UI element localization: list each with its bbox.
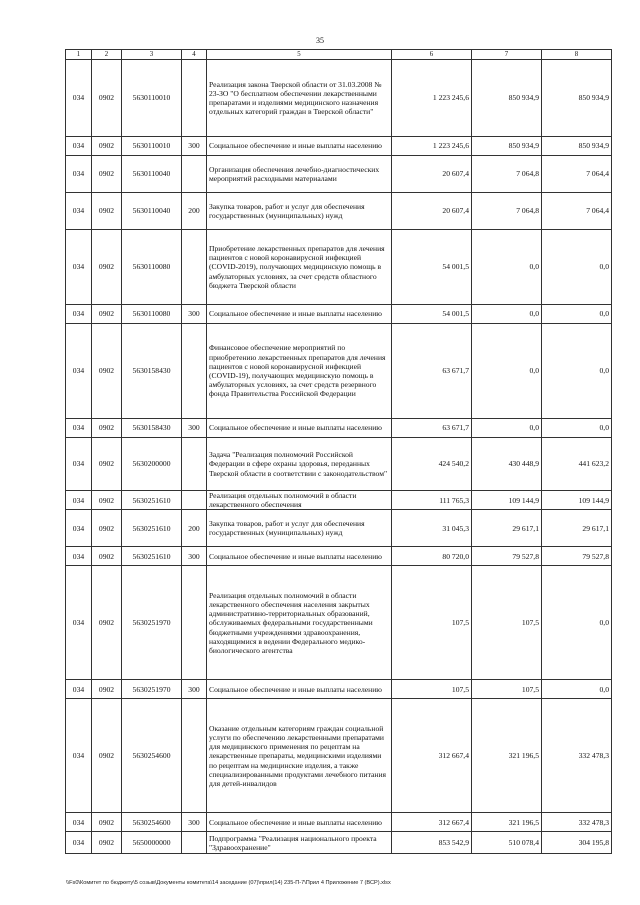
row-section-code: 0902 bbox=[92, 813, 122, 832]
row-amount-year-3: 79 527,8 bbox=[542, 547, 612, 566]
row-name: Реализация закона Тверской области от 31.03.2008 № 23-ЗО "О бесплатном обеспечении лекарственными препаратами и изделиями медицинского назначения отдельных категорий граждан в Тверской области" bbox=[207, 60, 392, 137]
row-department-code: 034 bbox=[66, 419, 92, 438]
table-row bbox=[66, 491, 612, 510]
row-name: Закупка товаров, работ и услуг для обеспечения государственных (муниципальных) нужд bbox=[207, 510, 392, 547]
table-row bbox=[66, 832, 612, 854]
row-target-article: 5630251970 bbox=[122, 680, 182, 699]
table-row bbox=[66, 813, 612, 832]
row-name: Финансовое обеспечение мероприятий по приобретению лекарственных препаратов для лечения пациентов с новой коронавирусной инфекцией (COVID-19), получающих медицинскую помощь в амбулаторных условиях, за счет средств резервного фонда Правительства Российской Федерации bbox=[207, 324, 392, 419]
file-path-footer: \\Fs0\Комитет по бюджету\5 созыв\Документы комитета\14 заседание (07)\прил(14) 235-П-7\Прил 4 Приложение 7 (ВСР).xlsx bbox=[66, 880, 391, 886]
row-expense-type: 300 bbox=[182, 305, 207, 324]
row-section-code: 0902 bbox=[92, 156, 122, 193]
row-expense-type bbox=[182, 60, 207, 137]
row-target-article: 5630110010 bbox=[122, 137, 182, 156]
row-department-code: 034 bbox=[66, 438, 92, 491]
row-amount-year-1: 63 671,7 bbox=[392, 324, 472, 419]
row-amount-year-3: 29 617,1 bbox=[542, 510, 612, 547]
row-amount-year-1: 853 542,9 bbox=[392, 832, 472, 854]
row-expense-type bbox=[182, 156, 207, 193]
row-name: Реализация отдельных полномочий в области лекарственного обеспечения населения закрытых административно-территориальных образований, обслуживаемых федеральными государственными бюджетными учреждениями здравоохранения, находящимися в ведении Федерального медико-биологического агентства bbox=[207, 566, 392, 680]
header-row bbox=[66, 50, 612, 60]
table-row bbox=[66, 547, 612, 566]
row-amount-year-1: 312 667,4 bbox=[392, 813, 472, 832]
row-amount-year-2: 107,5 bbox=[472, 566, 542, 680]
row-name: Организация обеспечения лечебно-диагностических мероприятий расходными материалами bbox=[207, 156, 392, 193]
row-name: Подпрограмма "Реализация национального проекта "Здравоохранение" bbox=[207, 832, 392, 854]
row-section-code: 0902 bbox=[92, 510, 122, 547]
row-amount-year-1: 424 540,2 bbox=[392, 438, 472, 491]
row-name: Приобретение лекарственных препаратов для лечения пациентов с новой коронавирусной инфекцией (COVID-2019), получающих медицинскую помощь в амбулаторных условиях, за счет средств областного бюджета Тверской области bbox=[207, 230, 392, 305]
row-amount-year-3: 7 064,4 bbox=[542, 156, 612, 193]
row-expense-type: 300 bbox=[182, 419, 207, 438]
table-row bbox=[66, 566, 612, 680]
row-section-code: 0902 bbox=[92, 137, 122, 156]
column-header: 5 bbox=[207, 50, 392, 60]
row-expense-type: 300 bbox=[182, 137, 207, 156]
row-amount-year-2: 79 527,8 bbox=[472, 547, 542, 566]
row-name: Оказание отдельным категориям граждан социальной услуги по обеспечению лекарственными препаратами для медицинского применения по рецептам на лекарственные препараты, медицинскими изделиями по рецептам на медицинские изделия, а также специализированными продуктами лечебного питания для детей-инвалидов bbox=[207, 699, 392, 813]
row-amount-year-3: 0,0 bbox=[542, 566, 612, 680]
row-target-article: 5630158430 bbox=[122, 419, 182, 438]
row-amount-year-3: 850 934,9 bbox=[542, 60, 612, 137]
row-target-article: 5630110040 bbox=[122, 156, 182, 193]
row-amount-year-3: 304 195,8 bbox=[542, 832, 612, 854]
row-name: Реализация отдельных полномочий в области лекарственного обеспечения bbox=[207, 491, 392, 510]
row-amount-year-2: 850 934,9 bbox=[472, 60, 542, 137]
row-expense-type bbox=[182, 491, 207, 510]
row-amount-year-2: 321 196,5 bbox=[472, 813, 542, 832]
row-amount-year-2: 850 934,9 bbox=[472, 137, 542, 156]
row-amount-year-2: 430 448,9 bbox=[472, 438, 542, 491]
row-name: Социальное обеспечение и иные выплаты населению bbox=[207, 419, 392, 438]
table-row bbox=[66, 680, 612, 699]
row-expense-type bbox=[182, 438, 207, 491]
row-target-article: 5630158430 bbox=[122, 324, 182, 419]
row-amount-year-3: 332 478,3 bbox=[542, 813, 612, 832]
row-department-code: 034 bbox=[66, 193, 92, 230]
row-section-code: 0902 bbox=[92, 680, 122, 699]
table-row bbox=[66, 137, 612, 156]
row-section-code: 0902 bbox=[92, 438, 122, 491]
row-name: Социальное обеспечение и иные выплаты населению bbox=[207, 547, 392, 566]
row-target-article: 5630251970 bbox=[122, 566, 182, 680]
row-target-article: 5630200000 bbox=[122, 438, 182, 491]
row-amount-year-1: 31 045,3 bbox=[392, 510, 472, 547]
row-expense-type bbox=[182, 832, 207, 854]
row-amount-year-2: 321 196,5 bbox=[472, 699, 542, 813]
table-row bbox=[66, 438, 612, 491]
row-department-code: 034 bbox=[66, 491, 92, 510]
row-department-code: 034 bbox=[66, 137, 92, 156]
row-amount-year-2: 109 144,9 bbox=[472, 491, 542, 510]
row-department-code: 034 bbox=[66, 832, 92, 854]
row-target-article: 5630251610 bbox=[122, 491, 182, 510]
row-amount-year-1: 80 720,0 bbox=[392, 547, 472, 566]
row-department-code: 034 bbox=[66, 230, 92, 305]
row-amount-year-1: 1 223 245,6 bbox=[392, 60, 472, 137]
row-department-code: 034 bbox=[66, 699, 92, 813]
row-expense-type bbox=[182, 230, 207, 305]
row-target-article: 5630251610 bbox=[122, 547, 182, 566]
row-expense-type: 200 bbox=[182, 510, 207, 547]
row-amount-year-3: 0,0 bbox=[542, 305, 612, 324]
row-amount-year-2: 0,0 bbox=[472, 419, 542, 438]
row-department-code: 034 bbox=[66, 680, 92, 699]
row-section-code: 0902 bbox=[92, 230, 122, 305]
row-target-article: 5630110080 bbox=[122, 230, 182, 305]
row-department-code: 034 bbox=[66, 60, 92, 137]
row-name: Социальное обеспечение и иные выплаты населению bbox=[207, 813, 392, 832]
row-name: Социальное обеспечение и иные выплаты населению bbox=[207, 137, 392, 156]
row-name: Задача "Реализация полномочий Российской Федерации в сфере охраны здоровья, переданных Тверской области в соответствии с законодательством" bbox=[207, 438, 392, 491]
row-amount-year-3: 109 144,9 bbox=[542, 491, 612, 510]
row-section-code: 0902 bbox=[92, 193, 122, 230]
budget-table bbox=[65, 49, 612, 854]
row-expense-type bbox=[182, 566, 207, 680]
row-amount-year-2: 7 064,8 bbox=[472, 156, 542, 193]
row-target-article: 5630254600 bbox=[122, 813, 182, 832]
column-header: 7 bbox=[472, 50, 542, 60]
row-amount-year-3: 7 064,4 bbox=[542, 193, 612, 230]
row-amount-year-1: 111 765,3 bbox=[392, 491, 472, 510]
row-amount-year-2: 29 617,1 bbox=[472, 510, 542, 547]
row-expense-type bbox=[182, 324, 207, 419]
row-amount-year-1: 54 001,5 bbox=[392, 230, 472, 305]
row-target-article: 5630110080 bbox=[122, 305, 182, 324]
row-department-code: 034 bbox=[66, 305, 92, 324]
row-section-code: 0902 bbox=[92, 832, 122, 854]
row-amount-year-2: 107,5 bbox=[472, 680, 542, 699]
column-header: 2 bbox=[92, 50, 122, 60]
row-amount-year-3: 0,0 bbox=[542, 419, 612, 438]
column-header: 3 bbox=[122, 50, 182, 60]
row-amount-year-3: 0,0 bbox=[542, 324, 612, 419]
table-row bbox=[66, 324, 612, 419]
column-header: 1 bbox=[66, 50, 92, 60]
page-number: 35 bbox=[316, 36, 324, 45]
row-expense-type: 300 bbox=[182, 680, 207, 699]
row-amount-year-1: 107,5 bbox=[392, 566, 472, 680]
row-name: Социальное обеспечение и иные выплаты населению bbox=[207, 305, 392, 324]
row-amount-year-1: 312 667,4 bbox=[392, 699, 472, 813]
row-amount-year-1: 20 607,4 bbox=[392, 156, 472, 193]
row-section-code: 0902 bbox=[92, 324, 122, 419]
row-department-code: 034 bbox=[66, 547, 92, 566]
row-target-article: 5630110040 bbox=[122, 193, 182, 230]
row-amount-year-3: 0,0 bbox=[542, 680, 612, 699]
row-amount-year-3: 441 623,2 bbox=[542, 438, 612, 491]
row-amount-year-2: 0,0 bbox=[472, 305, 542, 324]
row-amount-year-1: 63 671,7 bbox=[392, 419, 472, 438]
row-target-article: 5630110010 bbox=[122, 60, 182, 137]
row-department-code: 034 bbox=[66, 156, 92, 193]
row-amount-year-1: 54 001,5 bbox=[392, 305, 472, 324]
row-expense-type: 300 bbox=[182, 547, 207, 566]
table-row bbox=[66, 230, 612, 305]
row-section-code: 0902 bbox=[92, 491, 122, 510]
column-header: 4 bbox=[182, 50, 207, 60]
row-amount-year-3: 332 478,3 bbox=[542, 699, 612, 813]
table-row bbox=[66, 419, 612, 438]
row-section-code: 0902 bbox=[92, 699, 122, 813]
row-amount-year-1: 20 607,4 bbox=[392, 193, 472, 230]
row-section-code: 0902 bbox=[92, 305, 122, 324]
row-department-code: 034 bbox=[66, 324, 92, 419]
row-department-code: 034 bbox=[66, 510, 92, 547]
row-target-article: 5630254600 bbox=[122, 699, 182, 813]
row-amount-year-1: 1 223 245,6 bbox=[392, 137, 472, 156]
table-row bbox=[66, 699, 612, 813]
row-department-code: 034 bbox=[66, 813, 92, 832]
row-target-article: 5630251610 bbox=[122, 510, 182, 547]
table-row bbox=[66, 305, 612, 324]
row-name: Социальное обеспечение и иные выплаты населению bbox=[207, 680, 392, 699]
row-expense-type bbox=[182, 699, 207, 813]
row-name: Закупка товаров, работ и услуг для обеспечения государственных (муниципальных) нужд bbox=[207, 193, 392, 230]
row-expense-type: 300 bbox=[182, 813, 207, 832]
column-header: 8 bbox=[542, 50, 612, 60]
column-header: 6 bbox=[392, 50, 472, 60]
row-section-code: 0902 bbox=[92, 60, 122, 137]
row-section-code: 0902 bbox=[92, 547, 122, 566]
row-amount-year-2: 510 078,4 bbox=[472, 832, 542, 854]
row-section-code: 0902 bbox=[92, 566, 122, 680]
table-row bbox=[66, 156, 612, 193]
row-amount-year-2: 0,0 bbox=[472, 230, 542, 305]
row-amount-year-2: 7 064,8 bbox=[472, 193, 542, 230]
row-department-code: 034 bbox=[66, 566, 92, 680]
row-amount-year-1: 107,5 bbox=[392, 680, 472, 699]
row-amount-year-3: 850 934,9 bbox=[542, 137, 612, 156]
table-row bbox=[66, 510, 612, 547]
row-section-code: 0902 bbox=[92, 419, 122, 438]
row-amount-year-2: 0,0 bbox=[472, 324, 542, 419]
table-row bbox=[66, 60, 612, 137]
row-amount-year-3: 0,0 bbox=[542, 230, 612, 305]
table-row bbox=[66, 193, 612, 230]
row-target-article: 5650000000 bbox=[122, 832, 182, 854]
row-expense-type: 200 bbox=[182, 193, 207, 230]
